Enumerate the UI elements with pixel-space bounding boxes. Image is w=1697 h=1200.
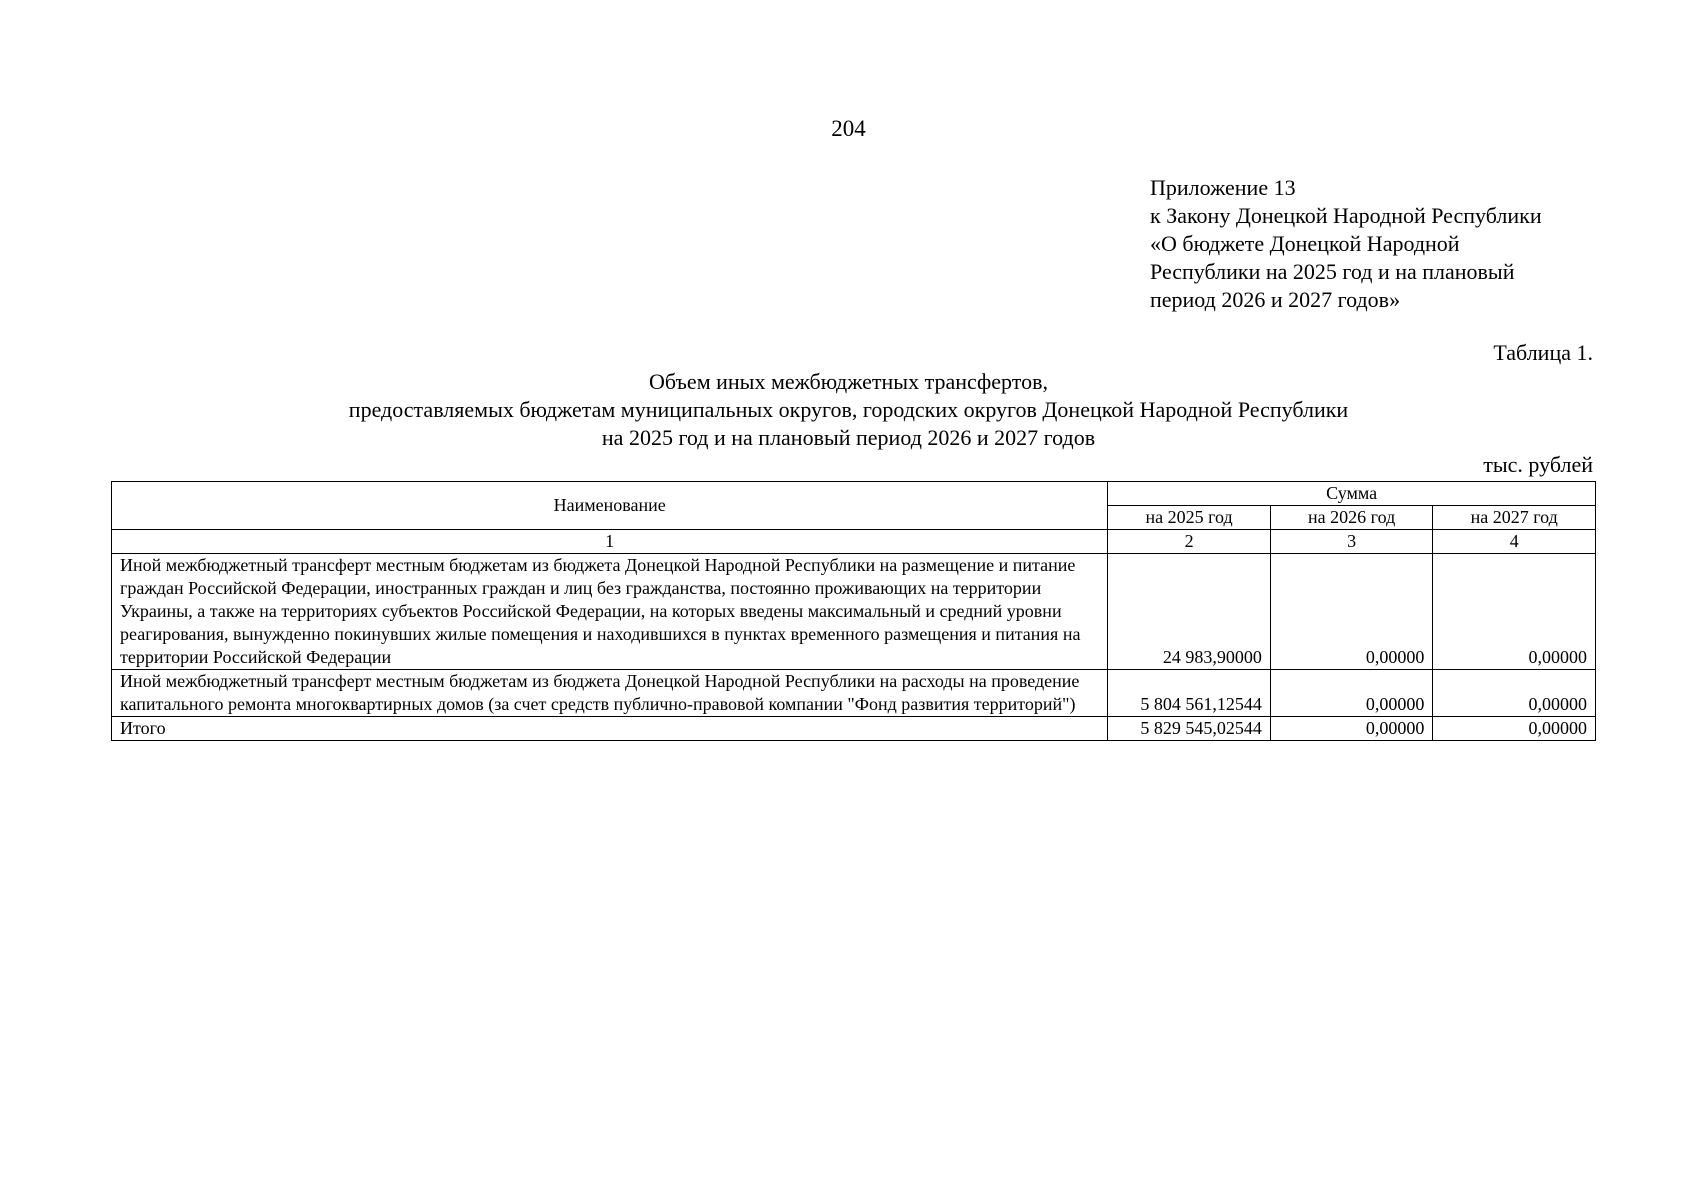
table-row — [112, 554, 1596, 670]
appendix-line: период 2026 и 2027 годов» — [1150, 287, 1401, 312]
title-line: предоставляемых бюджетам муниципальных округов, городских округов Донецкой Народной Республики — [348, 397, 1349, 422]
header-year-2027: на 2027 год — [1433, 506, 1596, 530]
table-number: Таблица 1. — [1493, 340, 1593, 365]
row-value-2027: 0,00000 — [1433, 670, 1596, 717]
total-row — [112, 717, 1596, 741]
header-sum: Сумма — [1108, 482, 1596, 506]
appendix-reference — [1150, 174, 1542, 314]
row-name: Иной межбюджетный трансферт местным бюджетам из бюджета Донецкой Народной Республики на расходы на проведение капитального ремонта многоквартирных домов (за счет средств публично-правовой компании "Фонд развития территорий") — [112, 670, 1108, 717]
header-year-2025: на 2025 год — [1108, 506, 1271, 530]
row-value-2025: 24 983,90000 — [1108, 554, 1271, 670]
row-name: Иной межбюджетный трансферт местным бюджетам из бюджета Донецкой Народной Республики на размещение и питание граждан Российской Федерации, иностранных граждан и лиц без гражданства, постоянно проживающих на территории Украины, а также на территориях субъектов Российской Федерации, на которых введены максимальный и средний уровни реагирования, вынужденно покинувших жилые помещения и находившихся в пунктах временного размещения и питания на территории Российской Федерации — [112, 554, 1108, 670]
header-year-2026: на 2026 год — [1270, 506, 1433, 530]
column-index: 4 — [1433, 530, 1596, 554]
transfers-table — [111, 481, 1596, 741]
total-label: Итого — [112, 717, 1108, 741]
total-value-2026: 0,00000 — [1270, 717, 1433, 741]
appendix-line: «О бюджете Донецкой Народной — [1150, 231, 1460, 256]
appendix-line: Приложение 13 — [1150, 175, 1296, 200]
header-name: Наименование — [112, 482, 1108, 530]
title-line: на 2025 год и на плановый период 2026 и 2027 годов — [601, 425, 1096, 450]
appendix-line: к Закону Донецкой Народной Республики — [1150, 203, 1542, 228]
column-index: 2 — [1108, 530, 1271, 554]
row-value-2026: 0,00000 — [1270, 670, 1433, 717]
total-value-2027: 0,00000 — [1433, 717, 1596, 741]
page-number: 204 — [831, 116, 866, 141]
total-value-2025: 5 829 545,02544 — [1108, 717, 1271, 741]
column-index: 3 — [1270, 530, 1433, 554]
column-index: 1 — [112, 530, 1108, 554]
row-value-2026: 0,00000 — [1270, 554, 1433, 670]
units-label: тыс. рублей — [1483, 452, 1593, 477]
title-line: Объем иных межбюджетных трансфертов, — [649, 369, 1048, 394]
appendix-line: Республики на 2025 год и на плановый — [1150, 259, 1515, 284]
document-title — [0, 368, 1697, 452]
table-row — [112, 670, 1596, 717]
row-value-2025: 5 804 561,12544 — [1108, 670, 1271, 717]
table-header-row — [112, 482, 1596, 506]
column-index-row — [112, 530, 1596, 554]
row-value-2027: 0,00000 — [1433, 554, 1596, 670]
